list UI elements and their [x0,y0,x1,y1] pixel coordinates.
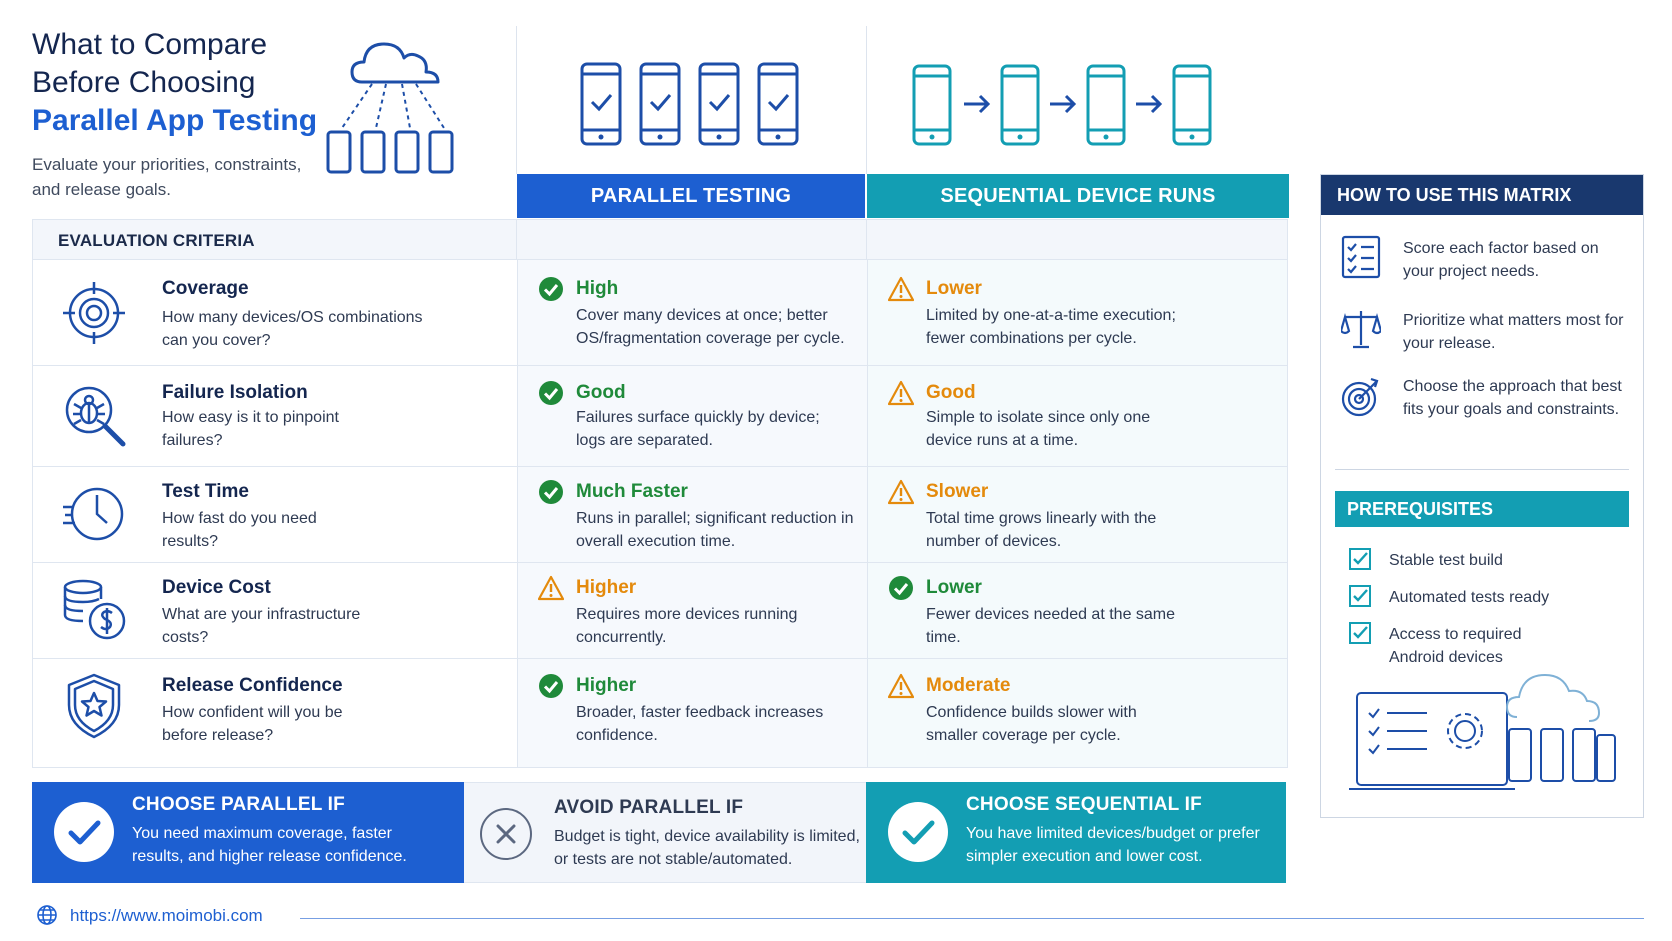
parallel-phones-icon [578,60,808,150]
laptop-devices-icon [1347,669,1627,797]
warning-icon [888,673,914,699]
table-row [33,467,1287,563]
criterion-name: Release Confidence [162,675,343,696]
rating-desc: Limited by one-at-a-time execution; fewer combinations per cycle. [926,307,1176,347]
criterion-desc: How confident will you be before release? [162,704,343,744]
table-row [33,659,1287,767]
avoid-parallel-box [464,782,866,883]
table-row [33,366,1287,467]
criterion-desc: What are your infrastructure costs? [162,606,361,646]
warning-icon [888,479,914,505]
rating-label: Higher [576,675,637,696]
x-circle-icon [480,808,532,860]
checkbox-icon [1349,548,1371,570]
globe-icon [36,904,58,926]
check-circle-icon [538,479,564,505]
how-to-use-panel [1320,174,1644,818]
check-circle-icon [888,575,914,601]
rating-label: Good [926,382,976,403]
clock-icon [61,481,127,547]
sequential-cell [867,467,1287,562]
rating-desc: Cover many devices at once; better OS/fragmentation coverage per cycle. [576,307,845,347]
checklist-icon [1341,235,1381,279]
rating-desc: Broader, faster feedback increases confidence. [576,704,824,744]
criterion-desc: How easy is it to pinpoint failures? [162,409,339,449]
table-row [33,563,1287,659]
rating-label: High [576,278,619,299]
decision-title: CHOOSE PARALLEL IF [132,794,345,815]
warning-icon [538,575,564,601]
sequential-cell [867,366,1287,466]
sequential-cell [867,260,1287,365]
coins-dollar-icon [61,577,127,643]
criteria-header: EVALUATION CRITERIA [58,231,255,250]
parallel-cell [517,260,867,365]
matrix-tip: Score each factor based on your project needs. [1403,240,1599,280]
rating-label: Moderate [926,675,1011,696]
rating-label: Slower [926,481,989,502]
matrix-tip: Prioritize what matters most for your release. [1403,312,1624,352]
prerequisite-item: Automated tests ready [1389,589,1550,606]
prerequisites-title: PREREQUISITES [1335,491,1629,527]
parallel-cell [517,467,867,562]
decision-title: CHOOSE SEQUENTIAL IF [966,794,1202,815]
sequential-phones-icon [910,62,1218,148]
rating-desc: Failures surface quickly by device; logs are separated. [576,409,820,449]
check-circle-icon [888,802,948,862]
criterion-name: Test Time [162,481,249,502]
rating-desc: Runs in parallel; significant reduction in overall execution time. [576,510,854,550]
parallel-cell [517,366,867,466]
rating-desc: Requires more devices running concurrently. [576,606,798,646]
prerequisite-item: Access to required Android devices [1389,626,1522,666]
choose-sequential-box [866,782,1286,883]
rating-label: Lower [926,577,982,598]
scales-icon [1341,307,1381,351]
cloud-devices-icon [322,30,472,180]
page-title-line2: Before Choosing [32,66,256,99]
rating-desc: Confidence builds slower with smaller coverage per cycle. [926,704,1137,744]
decision-text: You need maximum coverage, faster results, and higher release confidence. [132,825,407,865]
rating-label: Good [576,382,626,403]
rating-label: Higher [576,577,637,598]
criterion-name: Coverage [162,278,249,299]
column-header-parallel: PARALLEL TESTING [517,174,865,218]
choose-parallel-box [32,782,464,883]
prerequisite-item: Stable test build [1389,552,1503,569]
rating-label: Much Faster [576,481,688,502]
page-subtitle: Evaluate your priorities, constraints, and release goals. [32,155,302,199]
panel-title: HOW TO USE THIS MATRIX [1321,175,1643,215]
criterion-name: Device Cost [162,577,271,598]
table-row [33,260,1287,366]
rating-label: Lower [926,278,982,299]
rating-desc: Simple to isolate since only one device runs at a time. [926,409,1151,449]
page-title-line1: What to Compare [32,28,268,61]
check-circle-icon [54,802,114,862]
rating-desc: Total time grows linearly with the number of devices. [926,510,1157,550]
decision-text: Budget is tight, device availability is limited, or tests are not stable/automated. [554,828,860,868]
matrix-tip: Choose the approach that best fits your goals and constraints. [1403,378,1622,418]
decision-text: You have limited devices/budget or prefer simpler execution and lower cost. [966,825,1260,865]
bug-magnifier-icon [61,382,127,448]
checkbox-icon [1349,622,1371,644]
website-link[interactable]: https://www.moimobi.com [70,906,263,925]
comparison-table [32,260,1288,768]
check-circle-icon [538,380,564,406]
check-circle-icon [538,276,564,302]
sequential-cell [867,659,1287,767]
checkbox-icon [1349,585,1371,607]
parallel-cell [517,563,867,658]
criterion-desc: How fast do you need results? [162,510,317,550]
rating-desc: Fewer devices needed at the same time. [926,606,1176,646]
check-circle-icon [538,673,564,699]
warning-icon [888,380,914,406]
parallel-cell [517,659,867,767]
decision-title: AVOID PARALLEL IF [554,797,744,818]
warning-icon [888,276,914,302]
sequential-cell [867,563,1287,658]
page-title-highlight: Parallel App Testing [32,104,318,137]
criterion-name: Failure Isolation [162,382,308,403]
shield-star-icon [61,673,127,739]
target-arrow-icon [1341,375,1381,419]
criterion-desc: How many devices/OS combinations can you cover? [162,309,423,349]
column-header-sequential: SEQUENTIAL DEVICE RUNS [867,174,1289,218]
target-icon [61,280,127,346]
